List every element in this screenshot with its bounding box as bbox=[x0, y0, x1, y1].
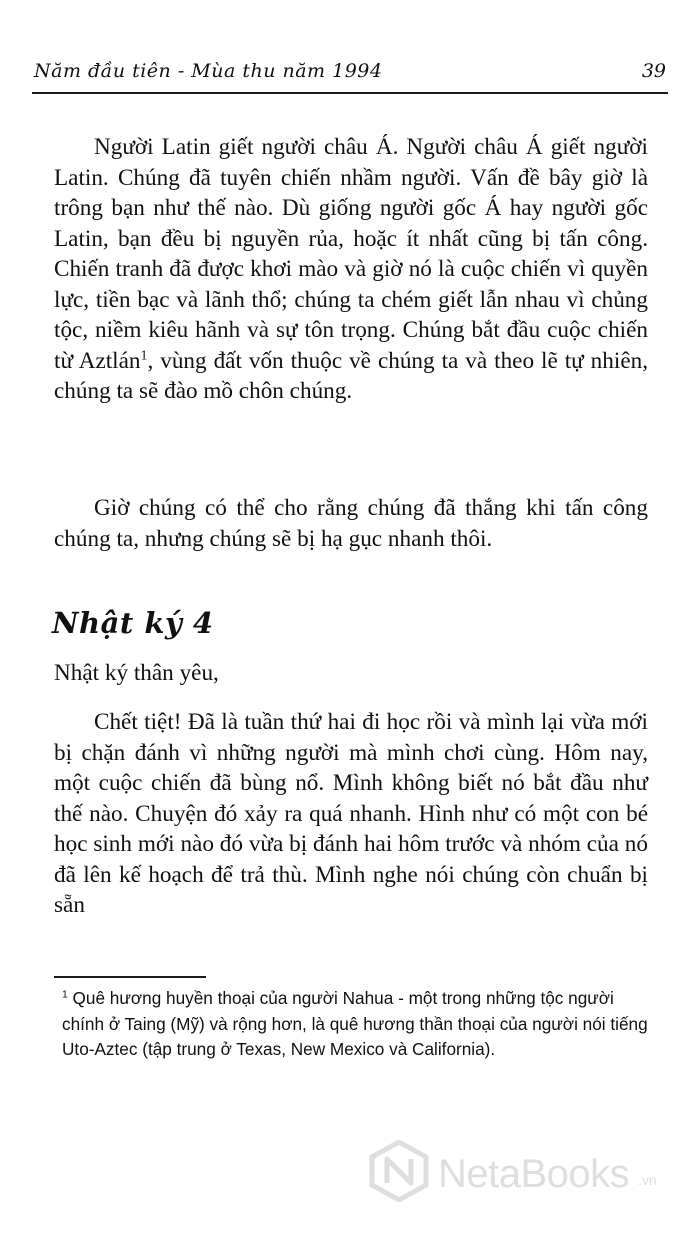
paragraph-2 bbox=[54, 493, 648, 554]
salutation: Nhật ký thân yêu, bbox=[54, 660, 219, 686]
paragraph-3-text: Chết tiệt! Đã là tuần thứ hai đi học rồi và mình lại vừa mới bị chặn đánh vì những người mà mình chơi cùng. Hôm nay, một cuộc chiến đã bùng nổ. Mình không biết nó bắt đầu như thế nào. Chuyện đó xảy ra quá nhanh. Hình như có một con bé học sinh mới nào đó vừa bị đánh hai hôm trước và nhóm của nó đã lên kế hoạch để trả thù. Mình nghe nói chúng còn chuẩn bị sẵn bbox=[54, 709, 648, 918]
watermark bbox=[368, 1140, 688, 1210]
paragraph-1-before-note: Người Latin giết người châu Á. Người châu Á giết người Latin. Chúng đã tuyên chiến nhầm người. Vấn đề bây giờ là trông bạn như thế nào. Dù giống người gốc Á hay người gốc Latin, bạn đều bị nguyền rủa, hoặc ít nhất cũng bị tấn công. Chiến tranh đã được khơi mào và giờ nó là cuộc chiến vì quyền lực, tiền bạc và lãnh thổ; chúng ta chém giết lẫn nhau vì chủng tộc, niềm kiêu hãnh và sự tôn trọng. Chúng bắt đầu cuộc chiến từ Aztlán bbox=[54, 134, 648, 374]
paragraph-1-text bbox=[54, 132, 648, 407]
paragraph-2-text: Giờ chúng có thể cho rằng chúng đã thắng khi tấn công chúng ta, nhưng chúng sẽ bị hạ gục nhanh thôi. bbox=[54, 495, 648, 552]
footnote-marker: 1 bbox=[62, 989, 68, 1001]
page-number: 39 bbox=[641, 60, 666, 82]
footnote bbox=[54, 986, 648, 1063]
netabooks-logo-icon bbox=[368, 1140, 430, 1202]
footnote-line bbox=[54, 986, 648, 1063]
footnote-divider bbox=[54, 976, 206, 978]
running-header bbox=[32, 58, 668, 94]
watermark-domain: .vn bbox=[638, 1172, 657, 1188]
running-title: Năm đầu tiên - Mùa thu năm 1994 bbox=[34, 60, 383, 82]
diary-entry-heading: Nhật ký 4 bbox=[52, 606, 214, 640]
paragraph-1-after-note: , vùng đất vốn thuộc về chúng ta và theo lẽ tự nhiên, chúng ta sẽ đào mồ chôn chúng. bbox=[54, 347, 648, 404]
paragraph-3 bbox=[54, 707, 648, 921]
watermark-brand: NetaBooks bbox=[438, 1152, 630, 1196]
footnote-text: Quê hương huyền thoại của người Nahua - một trong những tộc người chính ở Taing (Mỹ) và rộng hơn, là quê hương thần thoại của người nói tiếng Uto-Aztec (tập trung ở Texas, New Mexico và California). bbox=[62, 988, 648, 1059]
footnote-reference: 1 bbox=[140, 347, 148, 363]
paragraph-1 bbox=[54, 132, 648, 407]
